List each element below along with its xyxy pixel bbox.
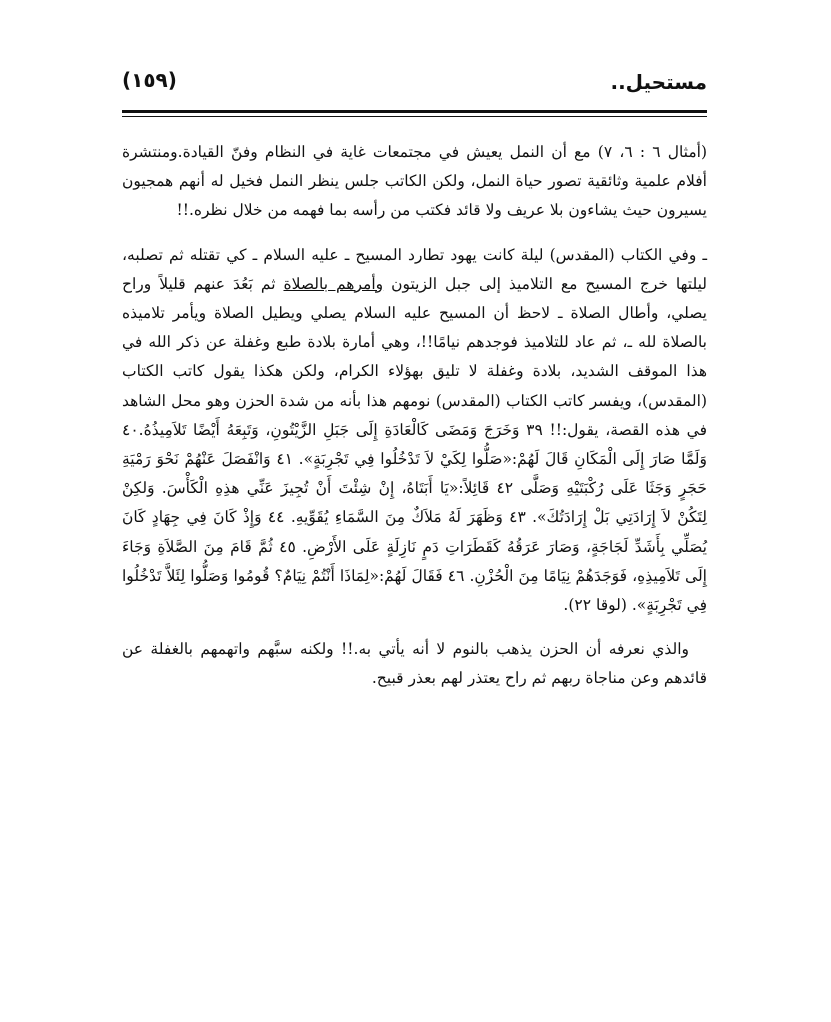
header-rule-thick	[122, 110, 707, 113]
page-header	[122, 62, 707, 102]
paragraph-2-part-1: ـ وفي الكتاب (المقدس) ليلة كانت يهود تطارد المسيح ـ عليه السلام ـ كي تقتله ثم تصلبه، ليلتها خرج المسيح مع التلاميذ إلى جبل الزيتون	[122, 245, 708, 293]
paragraph-2	[122, 241, 707, 621]
paragraph-3: والذي نعرفه أن الحزن يذهب بالنوم لا أنه يأتي به.!! ولكنه سبَّهم واتهمهم بالغفلة عن قائدهم وعن مناجاة ربهم ثم راح يعتذر لهم بعذر قبيح.	[122, 640, 707, 688]
scripture-quote: ٣٩ وَخَرَجَ وَمَضَى كَالْعَادَةِ إِلَى جَبَلِ الزَّيْتُونِ، وَتَبِعَهُ أَيْضًا تَلاَمِيذُهُ.٤٠ وَلَمَّا صَارَ إِلَى الْمَكَانِ قَالَ لَهُمْ:«صَلُّوا لِكَيْ لاَ تَدْخُلُوا فِي تَجْرِبَةٍ». ٤١ وَانْفَصَلَ عَنْهُمْ نَحْوَ رَمْيَةِ حَجَرٍ وَجَثَا عَلَى رُكْبَتَيْهِ وَصَلَّى ٤٢ قَائِلاً:«يَا أَبَتَاهُ، إِنْ شِئْتَ أَنْ تُجِيزَ عَنِّي هذِهِ الْكَأْسَ. وَلكِنْ لِتَكُنْ لاَ إِرَادَتِي بَلْ إِرَادَتُكَ». ٤٣ وَظَهَرَ لَهُ مَلاَكٌ مِنَ السَّمَاءِ يُقَوِّيهِ. ٤٤ وَإِذْ كَانَ فِي جِهَادٍ كَانَ يُصَلِّي بِأَشَدِّ لَجَاجَةٍ، وَصَارَ عَرَقُهُ كَقَطَرَاتِ دَمٍ نَازِلَةٍ عَلَى الأَرْضِ. ٤٥ ثُمَّ قَامَ مِنَ الصَّلاَةِ وَجَاءَ إِلَى تَلاَمِيذِهِ، فَوَجَدَهُمْ نِيَامًا مِنَ الْحُزْنِ. ٤٦ فَقَالَ لَهُمْ:«لِمَاذَا أَنْتُمْ نِيَامٌ؟ قُومُوا وَصَلُّوا لِئَلاَّ تَدْخُلُوا فِي تَجْرِبَةٍ».	[122, 420, 707, 615]
header-rule-thin	[122, 116, 707, 117]
underlined-phrase: وأمرهم بالصلاة	[283, 274, 384, 293]
scripture-citation: (لوقا ٢٢).	[563, 596, 632, 615]
body-text	[122, 138, 707, 709]
running-title: مستحيل..	[610, 70, 707, 94]
paragraph-1: (أمثال ٦ : ٦، ٧) مع أن النمل يعيش في مجتمعات غاية في النظام وفنّ القيادة.ومنتشرة أفلام علمية وثائقية تصور حياة النمل، ولكن الكاتب جلس ينظر النمل فخيل له أنهم همجيون يسيرون حيث يشاءون بلا عريف ولا قائد فكتب من رأسه بما فهمه من خلال نظره.!!	[122, 143, 708, 220]
page-number: (١٥٩)	[122, 68, 177, 92]
paragraph-2-part-2: ثم بَعُدَ عنهم قليلاً وراح يصلي، وأطال الصلاة ـ لاحظ أن المسيح عليه السلام يصلي ويطيل الصلاة ويأمر تلاميذه بالصلاة لله ـ، ثم عاد للتلاميذ فوجدهم نيامًا!!، وهي أمارة بلادة طبع وغفلة عن ذكر الله في هذا الموقف الشديد، بلادة وغفلة لا تليق بهؤلاء الكرام، ولكن هكذا يقول كاتب الكتاب (المقدس)، ويفسر كاتب الكتاب (المقدس) نومهم هذا بأنه من شدة الحزن وهو محل الشاهد في هذه القصة، يقول:!!	[122, 274, 707, 439]
